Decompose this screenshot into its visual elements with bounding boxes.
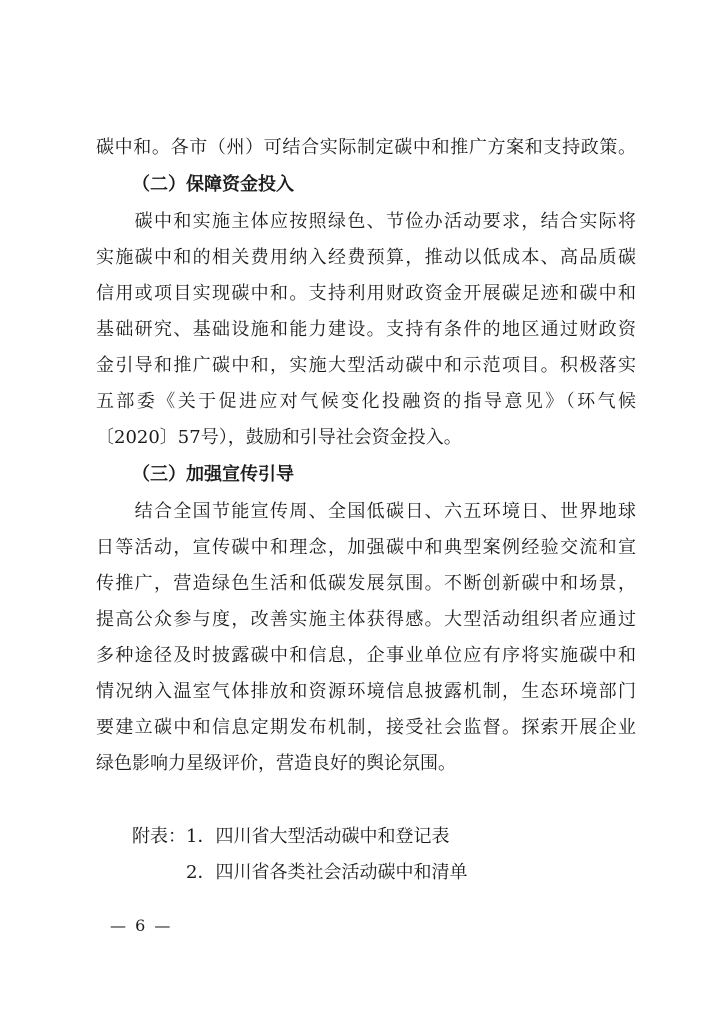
- section-heading-2: （二）保障资金投入: [132, 174, 294, 195]
- paragraph-line: 基础研究、基础设施和能力建设。支持有条件的地区通过财政资: [96, 319, 636, 340]
- attachment-item-2: 2．四川省各类社会活动碳中和清单: [186, 862, 468, 883]
- paragraph-line: 五部委《关于促进应对气候变化投融资的指导意见》（环气候: [96, 391, 636, 412]
- attachment-prefix: 附表：: [132, 826, 186, 847]
- attachment-item-1: 1．四川省大型活动碳中和登记表: [186, 826, 450, 847]
- paragraph-line: 日等活动，宣传碳中和理念，加强碳中和典型案例经验交流和宣: [96, 537, 636, 558]
- paragraph-line: 传推广，营造绿色生活和低碳发展氛围。不断创新碳中和场景，: [96, 573, 636, 594]
- attachment-list-label: [132, 820, 449, 854]
- paragraph-line: 信用或项目实现碳中和。支持利用财政资金开展碳足迹和碳中和: [96, 283, 636, 304]
- section-heading-3: （三）加强宣传引导: [132, 464, 294, 485]
- paragraph-line: 实施碳中和的相关费用纳入经费预算，推动以低成本、高品质碳: [96, 247, 636, 268]
- paragraph-line: 情况纳入温室气体排放和资源环境信息披露机制，生态环境部门: [96, 681, 636, 702]
- paragraph-line: 〔2020〕57号），鼓励和引导社会资金投入。: [96, 427, 462, 448]
- paragraph-line: 多种途径及时披露碳中和信息，企事业单位应有序将实施碳中和: [96, 645, 636, 666]
- paragraph-line: 提高公众参与度，改善实施主体获得感。大型活动组织者应通过: [96, 609, 636, 630]
- paragraph-line: 要建立碳中和信息定期发布机制，接受社会监督。探索开展企业: [96, 717, 636, 738]
- paragraph-line: 碳中和实施主体应按照绿色、节俭办活动要求，结合实际将: [96, 211, 636, 232]
- paragraph-line: 绿色影响力星级评价，营造良好的舆论氛围。: [96, 753, 456, 774]
- paragraph-line: 碳中和。各市（州）可结合实际制定碳中和推广方案和支持政策。: [96, 137, 636, 158]
- paragraph-line: 金引导和推广碳中和，实施大型活动碳中和示范项目。积极落实: [96, 355, 636, 376]
- paragraph-line: 结合全国节能宣传周、全国低碳日、六五环境日、世界地球: [96, 501, 636, 522]
- page-number: — 6 —: [110, 916, 173, 935]
